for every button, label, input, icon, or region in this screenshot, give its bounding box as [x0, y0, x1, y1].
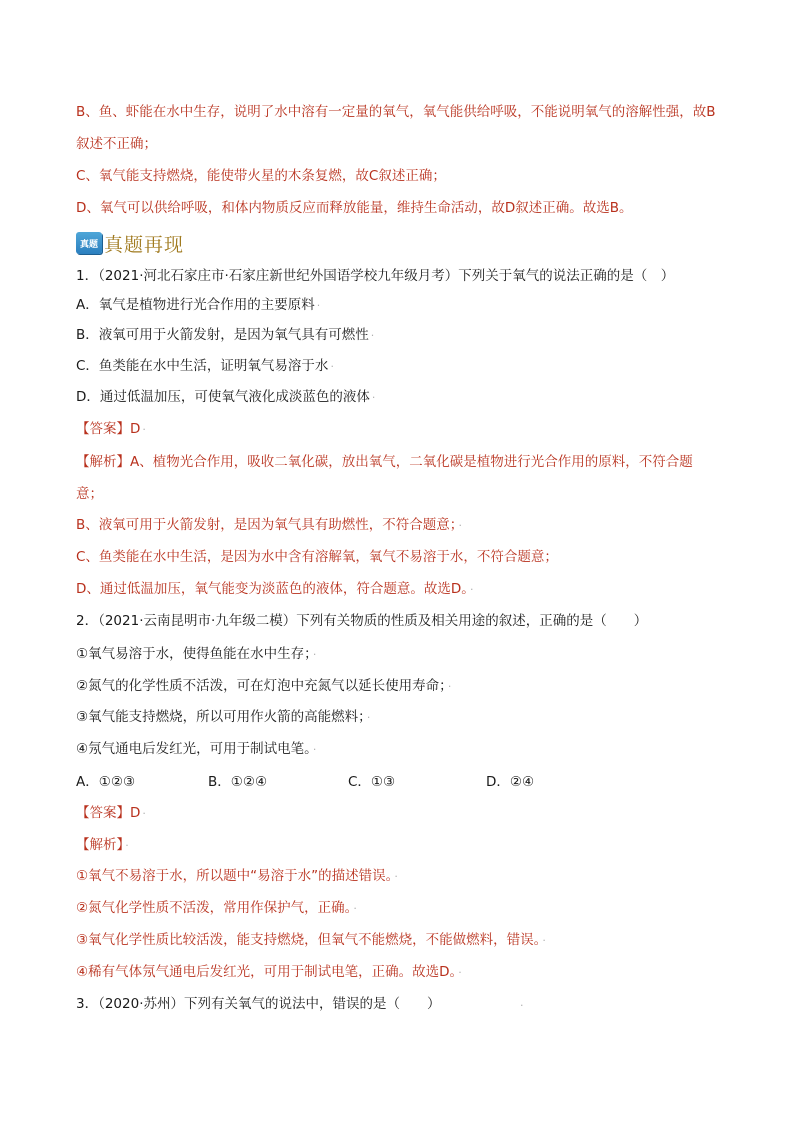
q1-option-d: D．通过低温加压，可使氧气液化成淡蓝色的液体 · — [76, 389, 376, 405]
q2-analysis-2: ②氮气化学性质不活泼，常用作保护气，正确。 · — [76, 900, 357, 916]
q2-choices — [76, 770, 636, 790]
q1-option-b: B．液氧可用于火箭发射，是因为氧气具有可燃性 · — [76, 327, 375, 343]
q2-answer: 【答案】D · — [76, 805, 146, 821]
q1-analysis-b: B、液氧可用于火箭发射，是因为氧气具有助燃性，不符合题意； · — [76, 517, 463, 533]
q2-choice-c: C．①③ — [348, 774, 396, 790]
q2-statement-1: ①氧气易溶于水，使得鱼能在水中生存； · — [76, 646, 317, 662]
section-heading — [76, 229, 184, 257]
q1-analysis-d: D、通过低温加压，氧气能变为淡蓝色的液体，符合题意。故选D。 · — [76, 581, 474, 597]
q1-stem: 1．（2021·河北石家庄市·石家庄新世纪外国语学校九年级月考）下列关于氧气的说法正确的是（ ） — [76, 268, 675, 284]
q2-analysis-3: ③氧气化学性质比较活泼，能支持燃烧，但氧气不能燃烧，不能做燃料，错误。 · — [76, 932, 546, 948]
prev-explanation-b-cont: 叙述不正确； — [76, 136, 157, 152]
prev-explanation-c: C、氧气能支持燃烧，能使带火星的木条复燃，故C叙述正确； — [76, 168, 446, 184]
trailing-mark: . — [520, 996, 524, 1009]
q2-statement-2: ②氮气的化学性质不活泼，可在灯泡中充氮气以延长使用寿命； · — [76, 678, 452, 694]
q1-analysis-c: C、鱼类能在水中生活，是因为水中含有溶解氧，氧气不易溶于水，不符合题意； — [76, 549, 558, 565]
q1-analysis-a-cont: 意； — [76, 486, 103, 502]
q1-option-c: C．鱼类能在水中生活，证明氧气易溶于水 · — [76, 358, 334, 374]
q2-analysis-1: ①氧气不易溶于水，所以题中“易溶于水”的描述错误。 · — [76, 868, 398, 884]
q3-stem: 3．（2020·苏州）下列有关氧气的说法中，错误的是（ ） — [76, 996, 441, 1012]
prev-explanation-b: B、鱼、虾能在水中生存，说明了水中溶有一定量的氧气，氧气能供给呼吸，不能说明氧气的溶解性强，故B — [76, 104, 716, 120]
q2-choice-b: B．①②④ — [208, 774, 268, 790]
q1-option-a: A．氧气是植物进行光合作用的主要原料 · — [76, 297, 321, 313]
q1-answer: 【答案】D · — [76, 421, 146, 437]
q2-stem: 2．（2021·云南昆明市·九年级二模）下列有关物质的性质及相关用途的叙述，正确的是（ ） — [76, 613, 648, 629]
q2-statement-4: ④氖气通电后发红光，可用于制试电笔。 · — [76, 741, 317, 757]
q2-choice-a: A．①②③ — [76, 774, 136, 790]
q2-choice-d: D．②④ — [486, 774, 535, 790]
section-heading-text: 真题再现 — [104, 233, 185, 256]
q1-analysis-a: 【解析】A、植物光合作用，吸收二氧化碳，放出氧气，二氧化碳是植物进行光合作用的原料，不符合题 — [76, 454, 693, 470]
q2-analysis-4: ④稀有气体氖气通电后发红光，可用于制试电笔，正确。故选D。 · — [76, 964, 462, 980]
prev-explanation-d: D、氧气可以供给呼吸，和体内物质反应而释放能量，维持生命活动，故D叙述正确。故选B。 — [76, 200, 633, 216]
book-badge-icon: 真题 — [76, 232, 102, 254]
q2-analysis-label: 【解析】 · — [76, 837, 129, 853]
q2-statement-3: ③氧气能支持燃烧，所以可用作火箭的高能燃料； · — [76, 709, 371, 725]
